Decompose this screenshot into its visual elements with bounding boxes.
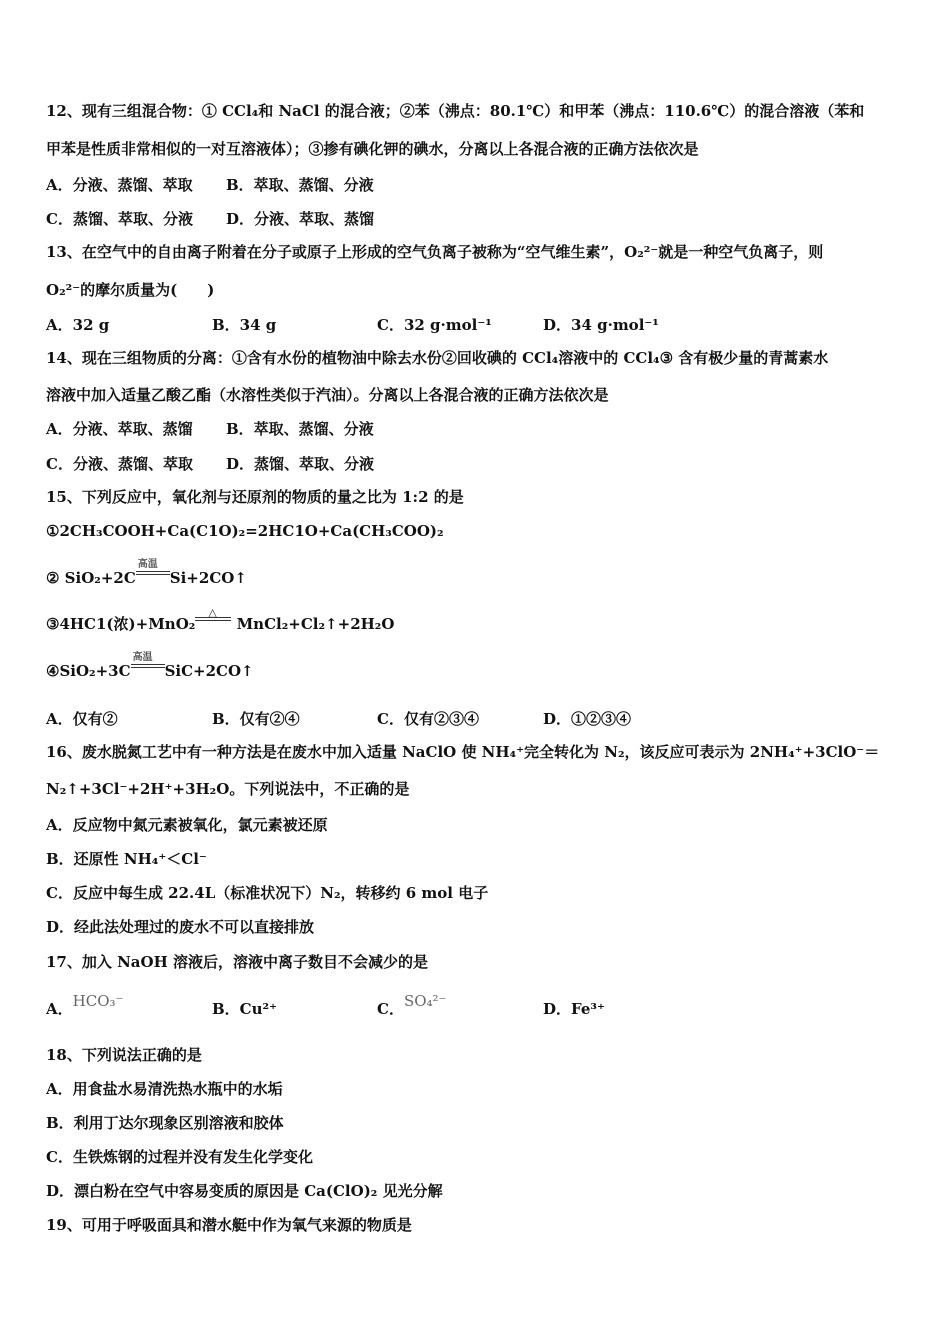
q14-stem-line2: 溶液中加入适量乙酸乙酯（水溶性类似于汽油）。分离以上各混合液的正确方法依次是 xyxy=(46,386,609,404)
q15-reaction-1: ①2CH₃COOH+Ca(C1O)₂=2HC1O+Ca(CH₃COO)₂ xyxy=(46,522,444,540)
q15-r3-condition: △ xyxy=(208,606,217,619)
q14-option-b: B．萃取、蒸馏、分液 xyxy=(226,420,374,438)
q14-options-row1 xyxy=(46,418,910,440)
high-temp-condition xyxy=(131,652,165,676)
q15-r4-products: SiC+2CO↑ xyxy=(164,662,254,680)
q15-option-c: C．仅有②③④ xyxy=(377,710,479,728)
q16-option-d: D．经此法处理过的废水不可以直接排放 xyxy=(46,918,315,936)
q13-option-a: A．32 g xyxy=(46,316,110,334)
q12-option-d: D．分液、萃取、蒸馏 xyxy=(226,210,375,228)
q19-stem: 19、可用于呼吸面具和潜水艇中作为氧气来源的物质是 xyxy=(46,1216,412,1234)
q14-stem-line1: 14、现在三组物质的分离：①含有水份的植物油中除去水份②回收碘的 CCl₄溶液中的 CCl₄③ 含有极少量的青蒿素水 xyxy=(46,349,829,367)
q13-stem-line1: 13、在空气中的自由离子附着在分子或原子上形成的空气负离子被称为“空气维生素”，O₂²⁻就是一种空气负离子，则 xyxy=(46,243,824,261)
q12-stem-line2: 甲苯是性质非常相似的一对互溶液体）；③掺有碘化钾的碘水，分离以上各混合液的正确方法依次是 xyxy=(46,140,699,158)
q18-option-c: C．生铁炼钢的过程并没有发生化学变化 xyxy=(46,1148,313,1166)
q15-option-d: D．①②③④ xyxy=(543,710,632,728)
q17-option-a: A．HCO₃⁻ xyxy=(46,992,124,1018)
q12-stem-line1: 12、现有三组混合物：① CCl₄和 NaCl 的混合液；②苯（沸点：80.1℃）和甲苯（沸点：110.6℃）的混合溶液（苯和 xyxy=(46,102,865,120)
q13-stem-line2: O₂²⁻的摩尔质量为( ) xyxy=(46,281,215,299)
q15-r2-condition: 高温 xyxy=(137,559,158,570)
q14-option-c: C．分液、蒸馏、萃取 xyxy=(46,455,193,473)
q15-option-b: B．仅有②④ xyxy=(212,710,300,728)
q17-option-d: D．Fe³⁺ xyxy=(543,1000,605,1018)
q12-option-a: A．分液、蒸馏、萃取 xyxy=(46,176,193,194)
q18-option-b: B．利用丁达尔现象区别溶液和胶体 xyxy=(46,1114,284,1132)
q15-reaction-4 xyxy=(46,652,910,681)
q17-options xyxy=(46,992,910,1020)
q13-options xyxy=(46,314,910,336)
q12-option-b: B．萃取、蒸馏、分液 xyxy=(226,176,374,194)
high-temp-condition xyxy=(136,559,170,583)
heat-condition xyxy=(195,606,231,629)
q14-option-d: D．蒸馏、萃取、分液 xyxy=(226,455,375,473)
q15-r2-reactants: ② SiO₂+2C xyxy=(46,569,136,587)
q16-option-a: A．反应物中氮元素被氧化，氯元素被还原 xyxy=(46,816,328,834)
q12-options-row2 xyxy=(46,208,910,230)
q18-stem: 18、下列说法正确的是 xyxy=(46,1046,202,1064)
q15-options xyxy=(46,708,910,730)
q12-option-c: C．蒸馏、萃取、分液 xyxy=(46,210,193,228)
q17-option-a-formula: HCO₃⁻ xyxy=(72,992,124,1010)
q14-options-row2 xyxy=(46,453,910,475)
q17-option-b: B．Cu²⁺ xyxy=(212,1000,278,1018)
q13-option-c: C．32 g·mol⁻¹ xyxy=(377,316,492,334)
q16-option-b: B．还原性 NH₄⁺＜Cl⁻ xyxy=(46,850,207,868)
q15-r2-products: Si+2CO↑ xyxy=(169,569,247,587)
q13-option-d: D．34 g·mol⁻¹ xyxy=(543,316,659,334)
q18-option-d: D．漂白粉在空气中容易变质的原因是 Ca(ClO)₂ 见光分解 xyxy=(46,1182,443,1200)
q18-option-a: A．用食盐水易清洗热水瓶中的水垢 xyxy=(46,1080,283,1098)
q15-reaction-2 xyxy=(46,559,910,588)
q15-stem: 15、下列反应中，氧化剂与还原剂的物质的量之比为 1:2 的是 xyxy=(46,488,464,506)
q17-option-c: C．SO₄²⁻ xyxy=(377,992,447,1018)
q17-option-c-formula: SO₄²⁻ xyxy=(403,992,447,1010)
q13-option-b: B．34 g xyxy=(212,316,277,334)
q15-r4-condition: 高温 xyxy=(132,652,153,663)
q16-option-c: C．反应中每生成 22.4L（标准状况下）N₂，转移约 6 mol 电子 xyxy=(46,884,489,902)
q15-r3-reactants: ③4HC1(浓)+MnO₂ xyxy=(46,615,196,633)
q16-stem-line1: 16、废水脱氮工艺中有一种方法是在废水中加入适量 NaClO 使 NH₄⁺完全转化为 N₂，该反应可表示为 2NH₄⁺+3ClO⁻＝ xyxy=(46,743,880,761)
q14-option-a: A．分液、萃取、蒸馏 xyxy=(46,420,193,438)
q15-reaction-3 xyxy=(46,606,910,634)
q15-r3-products: MnCl₂+Cl₂↑+2H₂O xyxy=(231,615,395,633)
q16-stem-line2: N₂↑+3Cl⁻+2H⁺+3H₂O。下列说法中，不正确的是 xyxy=(46,780,410,798)
q12-options-row1 xyxy=(46,174,910,196)
q15-r4-reactants: ④SiO₂+3C xyxy=(46,662,131,680)
q15-option-a: A．仅有② xyxy=(46,710,118,728)
q17-stem: 17、加入 NaOH 溶液后，溶液中离子数目不会减少的是 xyxy=(46,953,428,971)
